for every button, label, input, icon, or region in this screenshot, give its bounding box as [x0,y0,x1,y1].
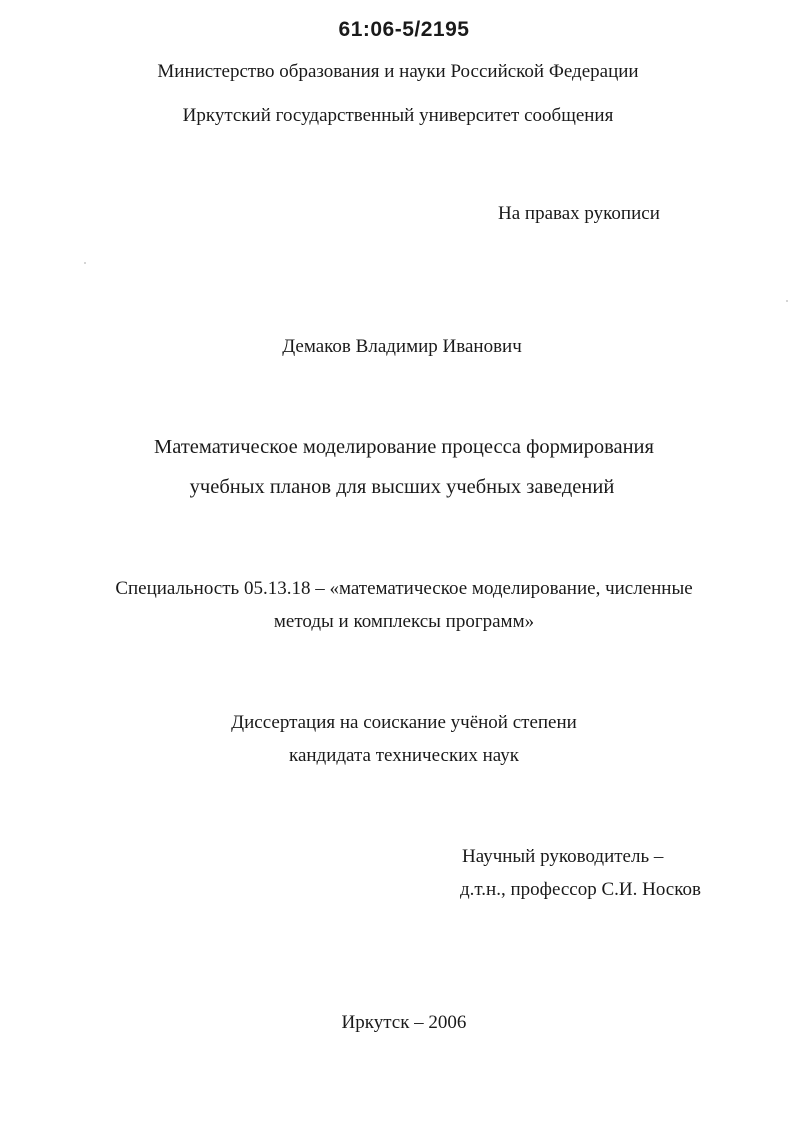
archive-stamp-number: 61:06-5/2195 [338,18,470,41]
author-name: Демаков Владимир Иванович [282,336,522,357]
specialty-line-1: Специальность 05.13.18 – «математическое моделирование, численные [115,578,693,599]
supervisor-name: д.т.н., профессор С.И. Носков [460,879,701,900]
dissertation-title-line-2: учебных планов для высших учебных заведений [189,476,615,498]
supervisor-label: Научный руководитель – [462,846,664,867]
manuscript-note: На правах рукописи [498,203,660,224]
scan-speck [786,300,788,302]
specialty-line-2: методы и комплексы программ» [273,611,535,632]
degree-line-1: Диссертация на соискание учёной степени [231,712,577,733]
scan-speck [84,262,86,264]
degree-line-2: кандидата технических наук [289,745,519,766]
ministry-name: Министерство образования и науки Российской Федерации [157,61,639,82]
city-and-year: Иркутск – 2006 [341,1012,467,1033]
dissertation-title-line-1: Математическое моделирование процесса формирования [154,436,654,458]
university-name: Иркутский государственный университет сообщения [182,105,614,126]
